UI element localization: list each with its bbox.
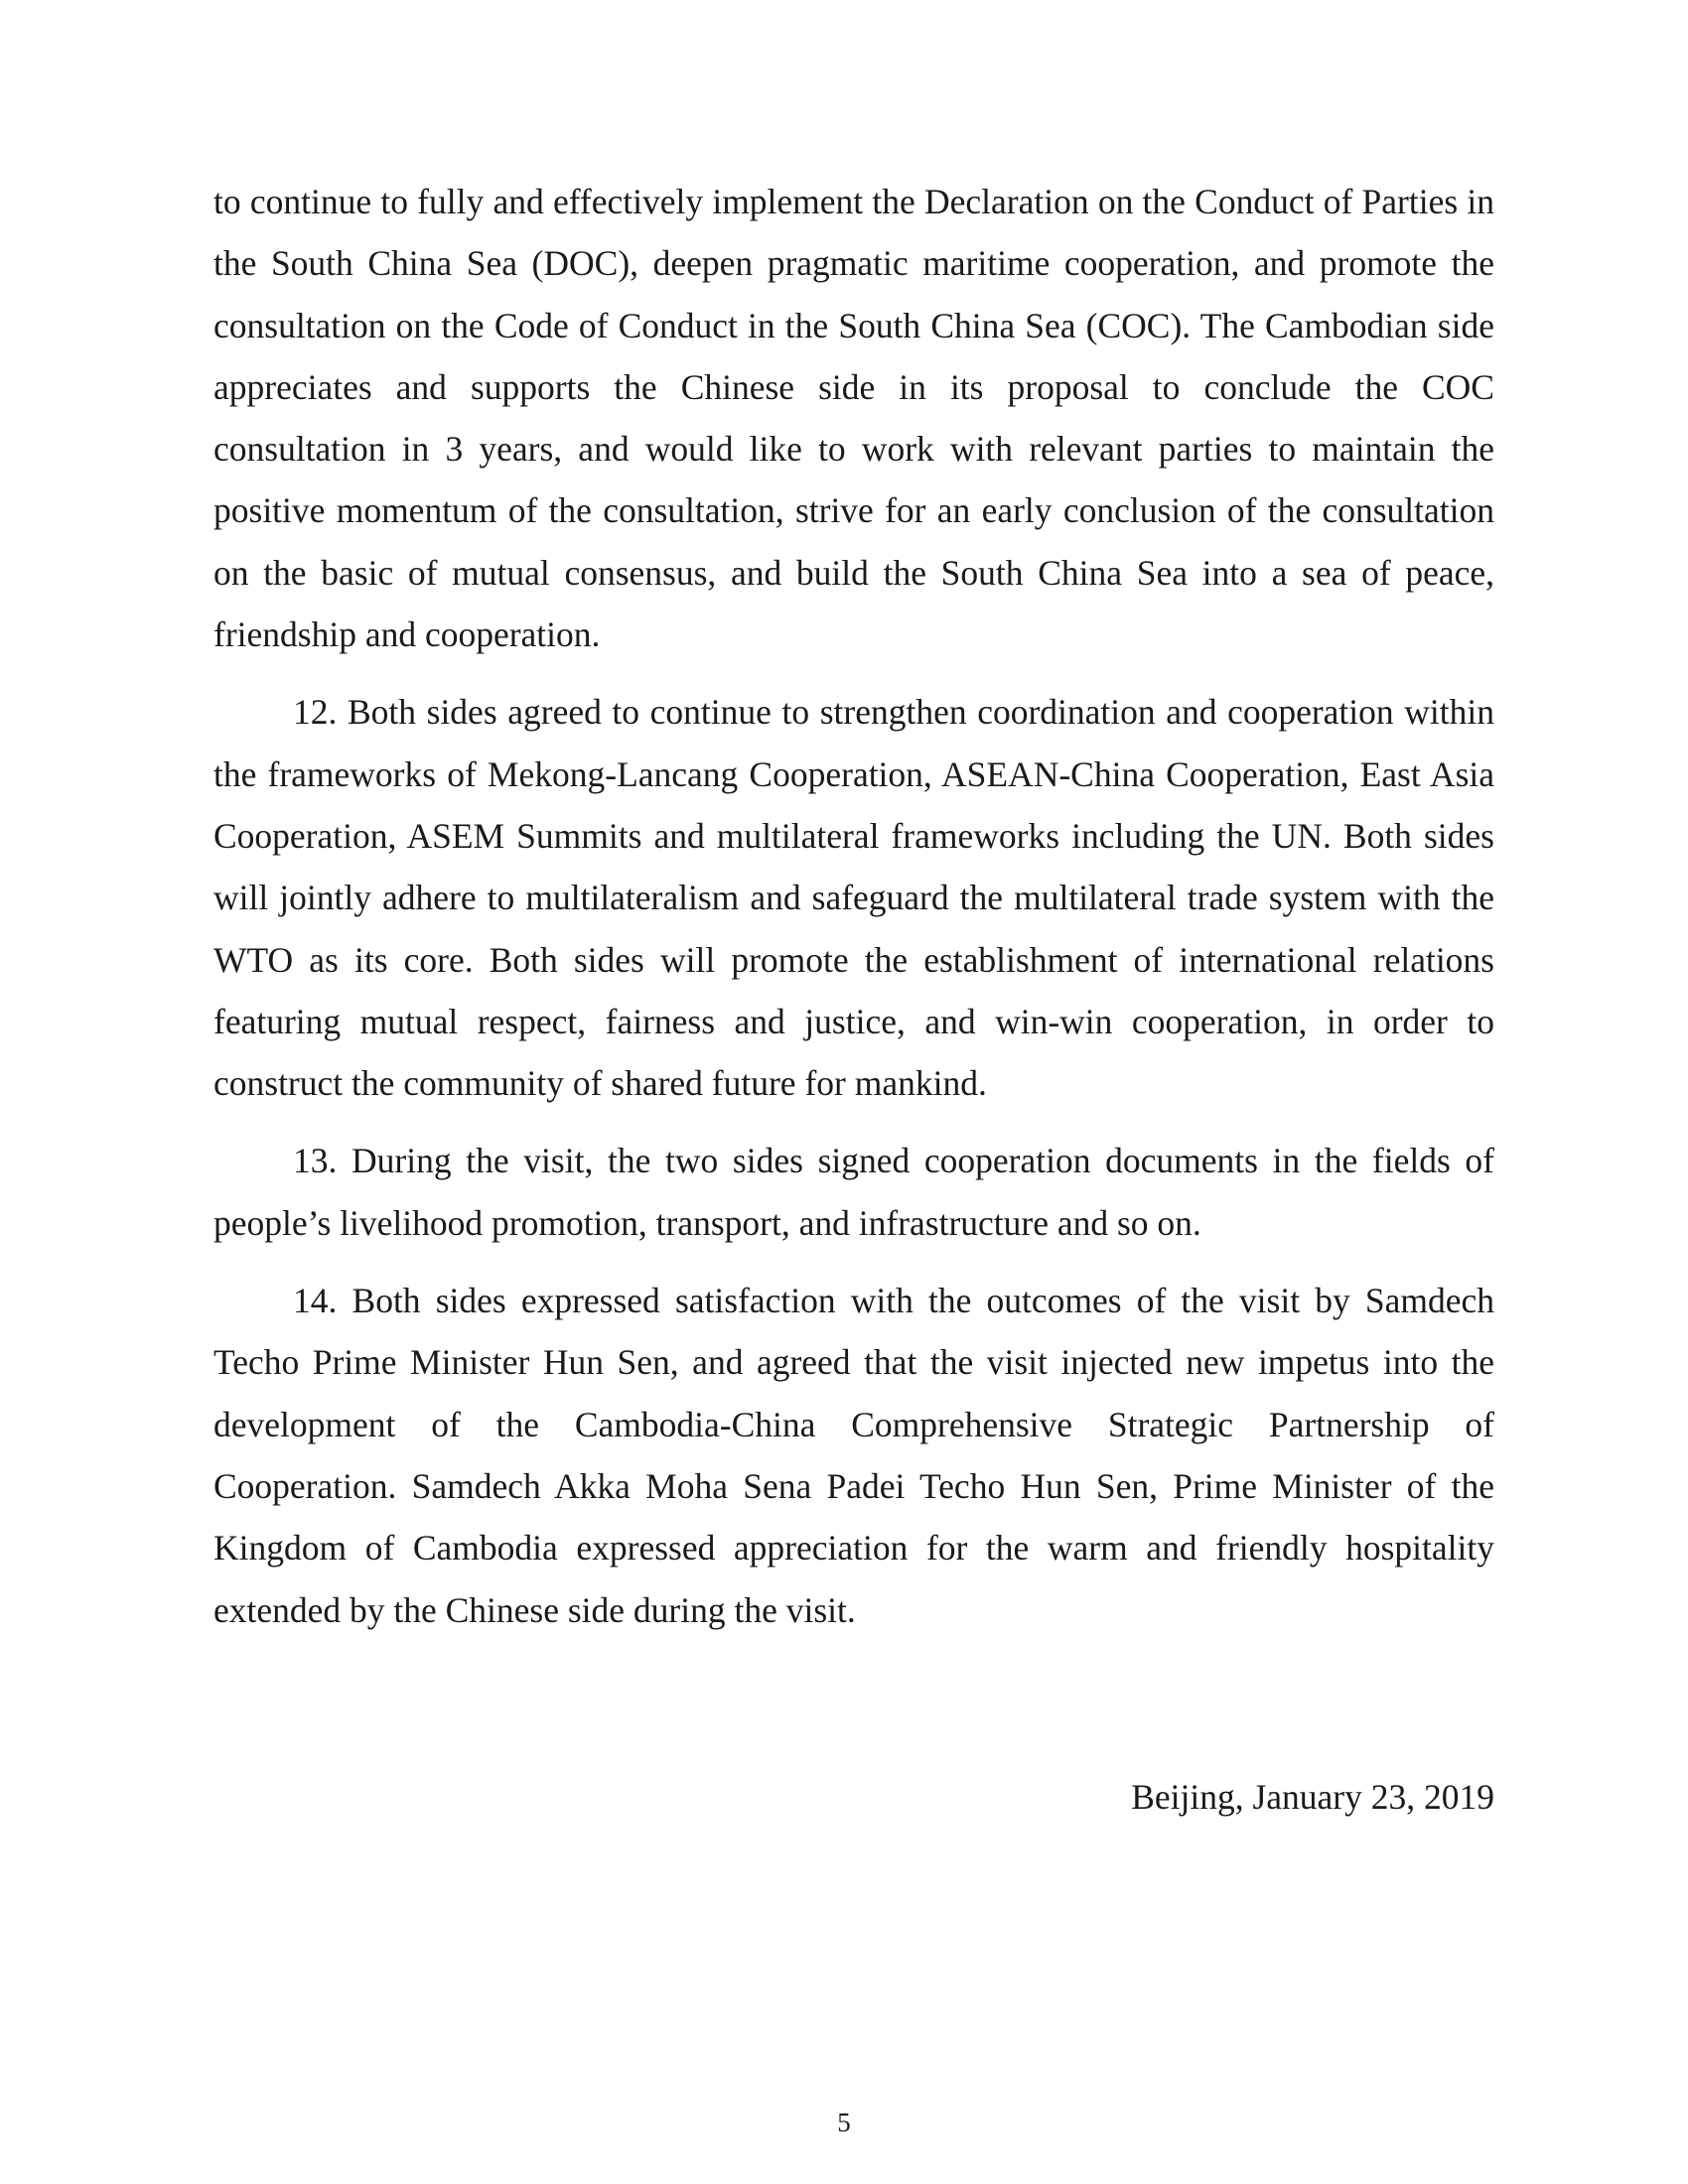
document-body [213,171,1494,1657]
paragraph-continuation: to continue to fully and effectively implement the Declaration on the Conduct of Parties in the South China Sea (DOC), deepen pragmatic maritime cooperation, and promote the consultation on the Code of Conduct in the South China Sea (COC). The Cambodian side appreciates and supports the Chinese side in its proposal to conclude the COC consultation in 3 years, and would like to work with relevant parties to maintain the positive momentum of the consultation, strive for an early conclusion of the consultation on the basic of mutual consensus, and build the South China Sea into a sea of peace, friendship and cooperation. [213,182,1494,655]
page-number: 5 [837,2108,851,2137]
paragraph-13: 13. During the visit, the two sides signed cooperation documents in the fields of people’s livelihood promotion, transport, and infrastructure and so on. [213,1141,1494,1243]
paragraph-12: 12. Both sides agreed to continue to strengthen coordination and cooperation within the frameworks of Mekong-Lancang Cooperation, ASEAN-China Cooperation, East Asia Cooperation, ASEM Summits and multilateral frameworks including the UN. Both sides will jointly adhere to multilateralism and safeguard the multilateral trade system with the WTO as its core. Both sides will promote the establishment of international relations featuring mutual respect, fairness and justice, and win-win cooperation, in order to construct the community of shared future for mankind. [213,692,1494,1104]
paragraph-14: 14. Both sides expressed satisfaction with the outcomes of the visit by Samdech Techo Prime Minister Hun Sen, and agreed that the visit injected new impetus into the development of the Cambodia-China Comprehensive Strategic Partnership of Cooperation. Samdech Akka Moha Sena Padei Techo Hun Sen, Prime Minister of the Kingdom of Cambodia expressed appreciation for the warm and friendly hospitality extended by the Chinese side during the visit. [213,1281,1494,1630]
place-and-date: Beijing, January 23, 2019 [1131,1777,1494,1817]
